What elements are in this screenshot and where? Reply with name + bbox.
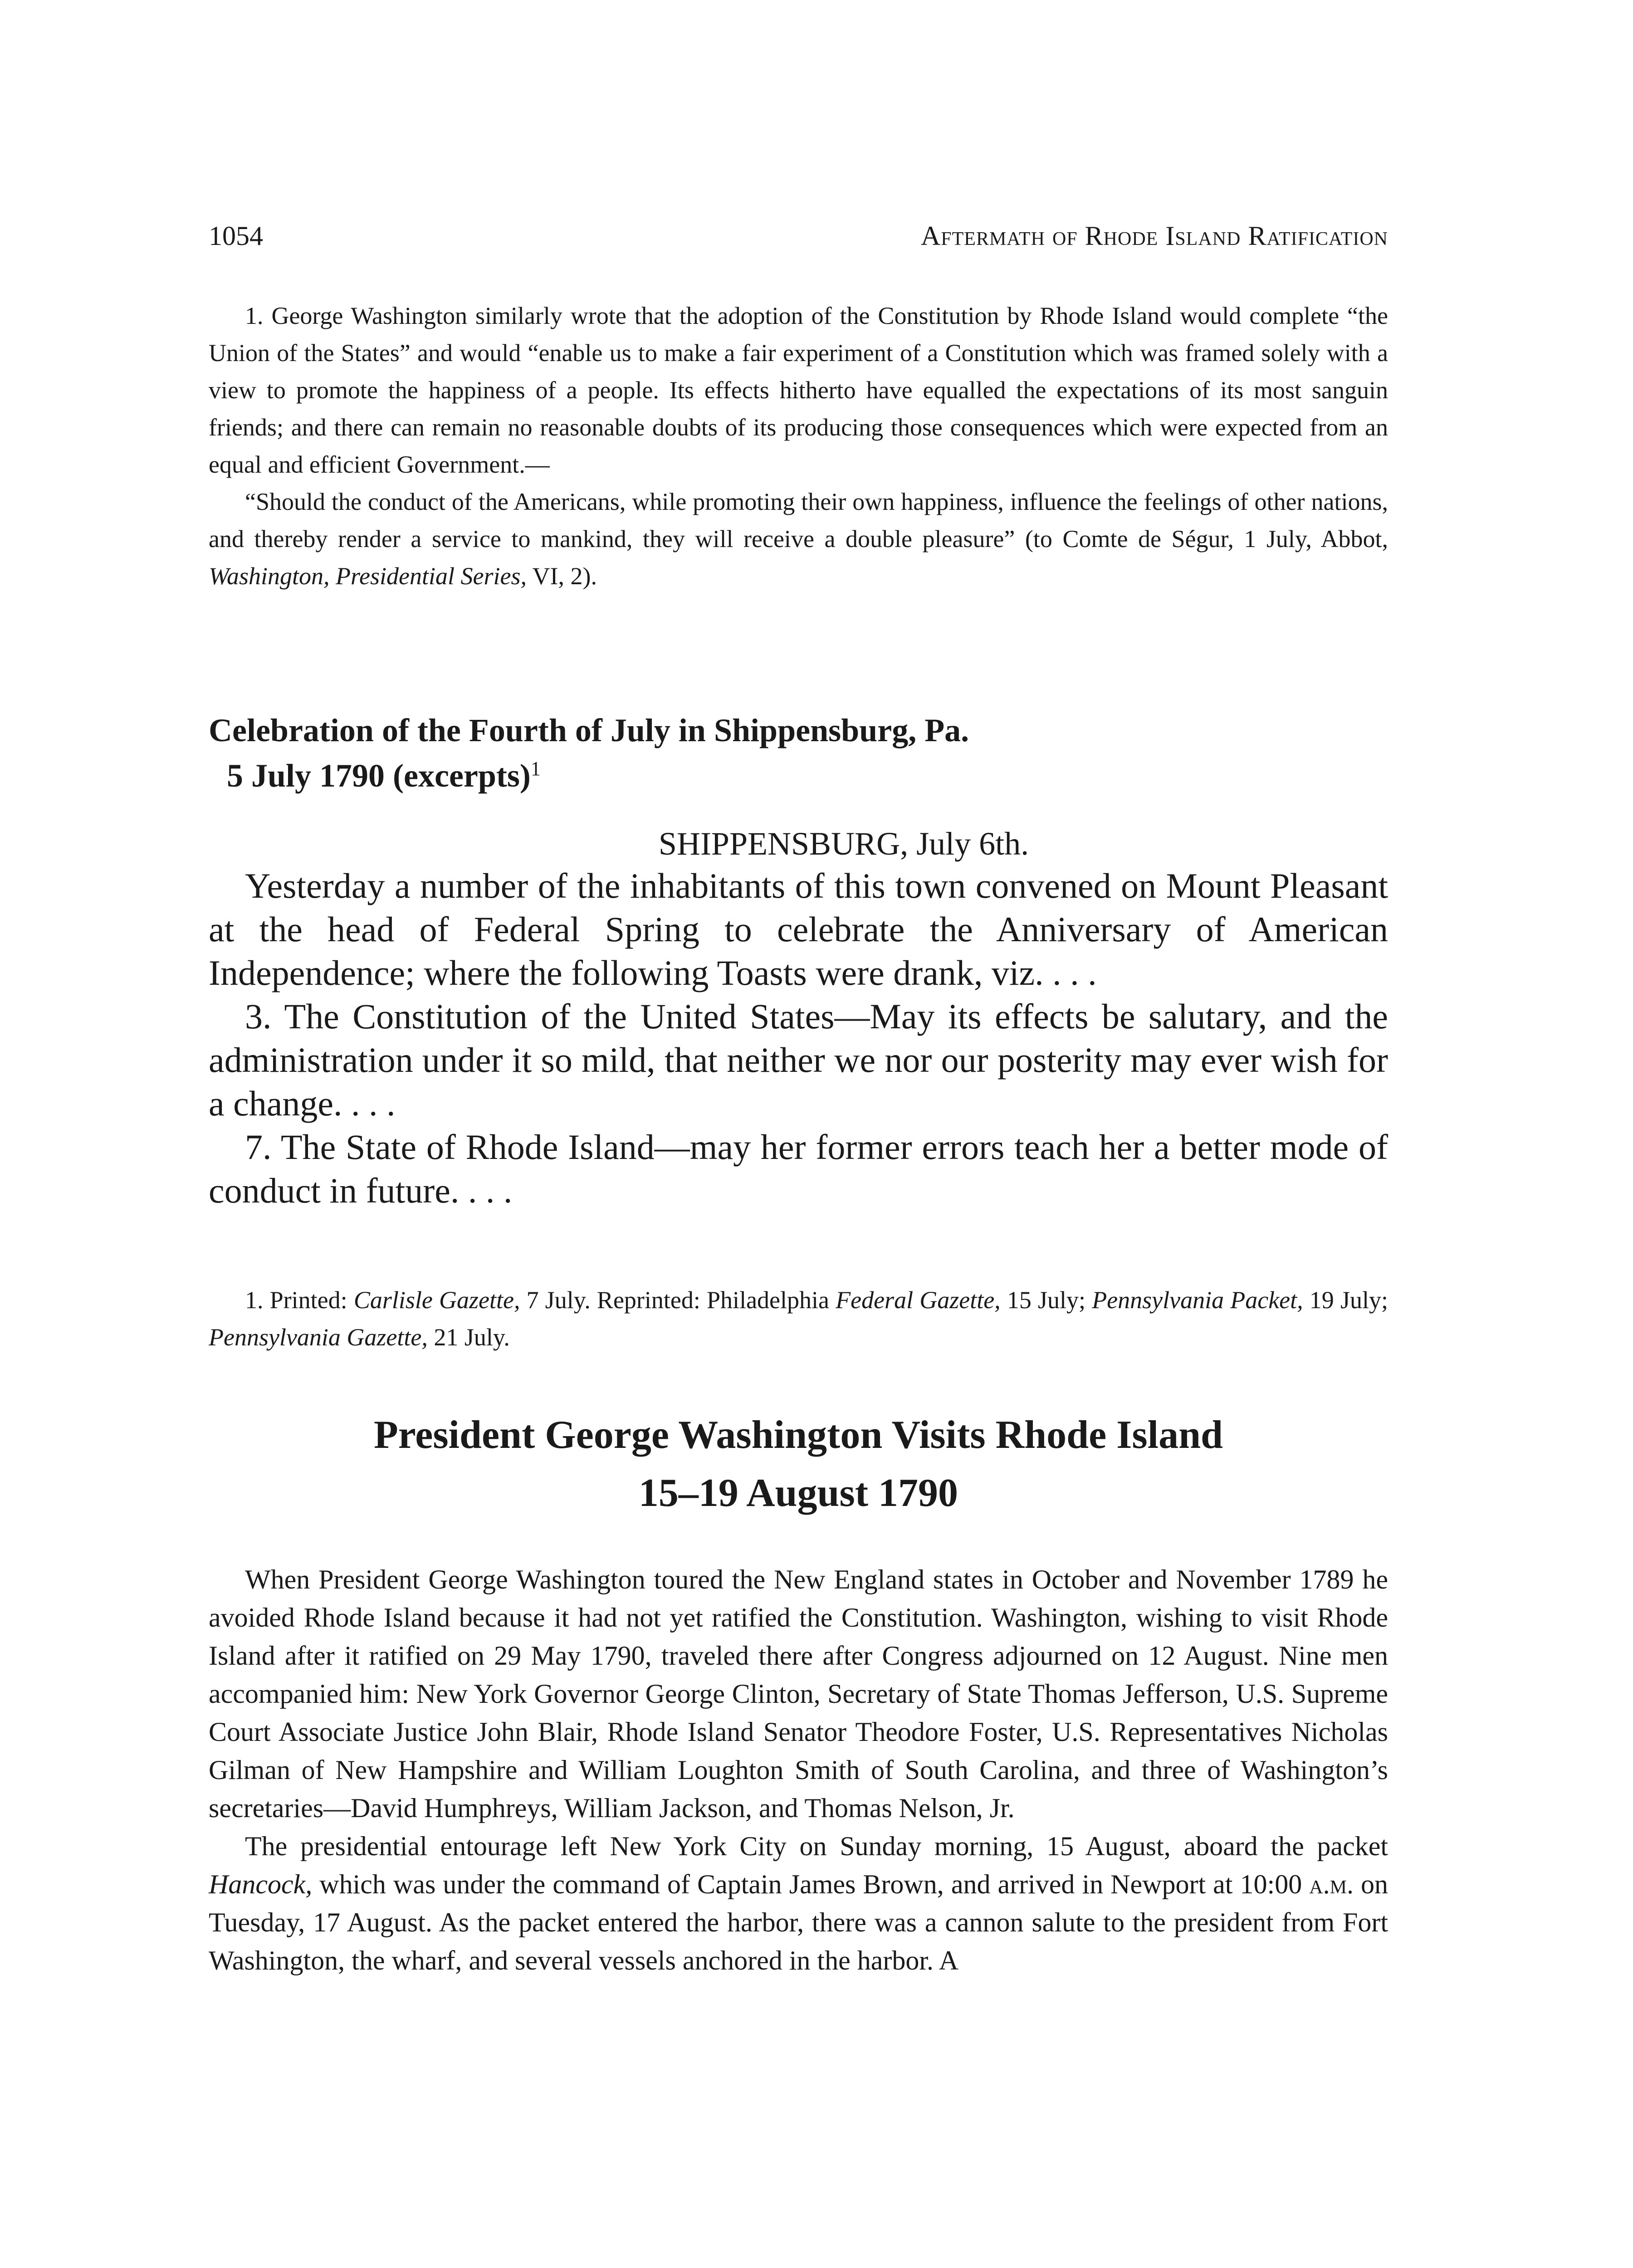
footnote-paragraph bbox=[209, 483, 1388, 595]
running-title: Aftermath of Rhode Island Ratification bbox=[920, 221, 1388, 251]
footnote-text: 7 July. Reprinted: Philadelphia bbox=[520, 1286, 836, 1314]
footnote-text: 21 July. bbox=[427, 1324, 510, 1351]
section-title bbox=[209, 1406, 1388, 1522]
footnote-text: 1. Printed: bbox=[245, 1286, 354, 1314]
ship-name: Hancock, bbox=[209, 1869, 313, 1899]
footnote-text: 19 July; bbox=[1303, 1286, 1388, 1314]
celebration-heading-date: 5 July 1790 (excerpts) bbox=[227, 758, 531, 794]
body-paragraph bbox=[209, 1827, 1388, 1980]
body-paragraph: Yesterday a number of the inhabitants of this town convened on Mount Pleasant at the head of Federal Spring to celebrate the Anniversary of American Independence; where the following Toasts were drank, viz. . . . bbox=[209, 866, 1388, 992]
footnote-paragraph bbox=[209, 1281, 1388, 1356]
page-number: 1054 bbox=[209, 221, 263, 251]
body-text: The presidential entourage left New York City on Sunday morning, 15 August, aboard the packet bbox=[245, 1831, 1388, 1861]
newspaper-title: Pennsylvania Packet, bbox=[1092, 1286, 1303, 1314]
section-title-line1: President George Washington Visits Rhode Island bbox=[374, 1413, 1223, 1457]
body-paragraph: When President George Washington toured the New England states in October and November 1789 he avoided Rhode Island because it had not yet ratified the Constitution. Washington, wishing to visit Rhode Island after it ratified on 29 May 1790, traveled there after Congress adjourned on 12 August. Nine men accompanied him: New York Governor George Clinton, Secretary of State Thomas Jefferson, U.S. Supreme Court Associate Justice John Blair, Rhode Island Senator Theodore Foster, U.S. Representatives Nicholas Gilman of New Hampshire and William Loughton Smith of South Carolina, and three of Washington’s secretaries—David Humphreys, William Jackson, and Thomas Nelson, Jr. bbox=[209, 1564, 1388, 1823]
citation-title: Washington, Presidential Series, bbox=[209, 562, 527, 590]
footnote-washington-quote bbox=[209, 297, 1388, 595]
footnote-sources bbox=[209, 1281, 1388, 1356]
celebration-heading-line1: Celebration of the Fourth of July in Shippensburg, Pa. bbox=[209, 712, 969, 748]
body-text: on Tuesday, 17 August. As the packet entered the harbor, there was a cannon salute to the president from Fort Washington, the wharf, and several vessels anchored in the harbor. A bbox=[209, 1869, 1389, 1975]
footnote-text: VI, 2). bbox=[526, 562, 597, 590]
section-body bbox=[209, 1560, 1388, 1980]
page-header bbox=[209, 218, 1388, 254]
section-title-line2: 15–19 August 1790 bbox=[638, 1471, 958, 1515]
toast-paragraph: 3. The Constitution of the United States—May its effects be salutary, and the administration under it so mild, that neither we nor our posterity may ever wish for a change. . . . bbox=[209, 997, 1388, 1123]
newspaper-title: Federal Gazette, bbox=[836, 1286, 1001, 1314]
newspaper-title: Carlisle Gazette, bbox=[353, 1286, 520, 1314]
celebration-heading-line2 bbox=[209, 753, 1388, 798]
footnote-marker: 1 bbox=[530, 758, 541, 780]
footnote-paragraph: 1. George Washington similarly wrote that the adoption of the Constitution by Rhode Island would complete “the Union of the States” and would “enable us to make a fair experiment of a Constitution which was framed solely with a view to promote the happiness of a people. Its effects hitherto have equalled the expectations of its most sanguin friends; and there can remain no reasonable doubts of its producing those consequences which were expected from an equal and efficient Government.— bbox=[209, 302, 1388, 478]
celebration-body bbox=[209, 864, 1388, 1212]
body-text: which was under the command of Captain James Brown, and arrived in Newport at 10:00 bbox=[312, 1869, 1310, 1899]
time-abbrev: a.m. bbox=[1309, 1869, 1354, 1899]
footnote-text: “Should the conduct of the Americans, while promoting their own happiness, influence the feelings of other nations, and thereby render a service to mankind, they will receive a double pleasure” (to Comte de Ségur, 1 July, Abbot, bbox=[209, 488, 1388, 552]
toast-paragraph: 7. The State of Rhode Island—may her former errors teach her a better mode of conduct in future. . . . bbox=[209, 1127, 1388, 1210]
newspaper-title: Pennsylvania Gazette, bbox=[209, 1324, 428, 1351]
celebration-heading bbox=[209, 708, 1388, 798]
dateline: SHIPPENSBURG, July 6th. bbox=[658, 826, 1029, 862]
footnote-text: 15 July; bbox=[1000, 1286, 1092, 1314]
